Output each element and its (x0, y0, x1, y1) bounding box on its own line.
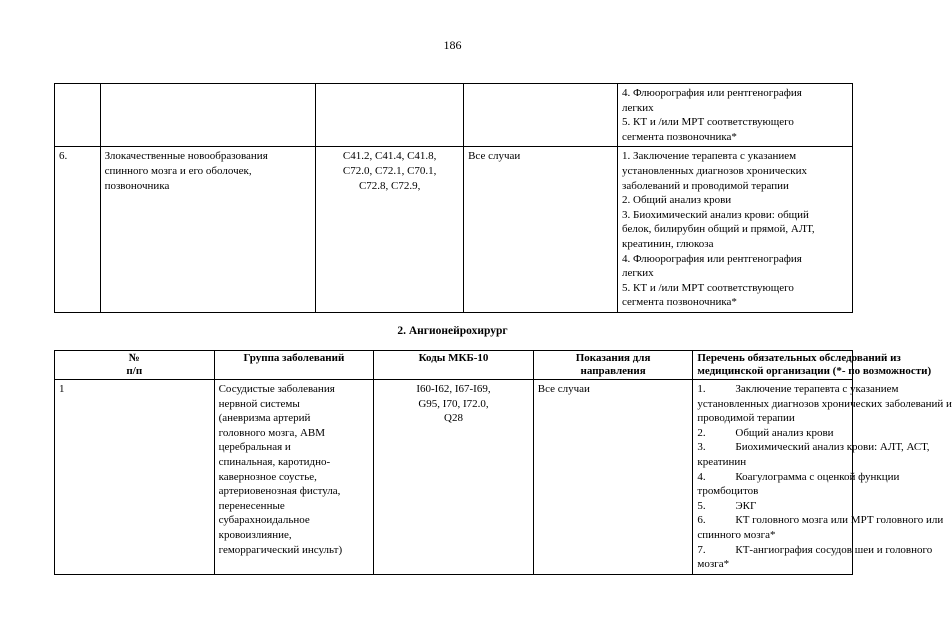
header-icd-codes: Коды МКБ-10 (374, 351, 534, 380)
referral-table-angioneurosurgeon (54, 350, 952, 575)
disease-group-line: Злокачественные новообразования (104, 150, 268, 163)
icd-code-line: G95, I70, I72.0, (418, 397, 489, 410)
exams-cell (618, 84, 853, 147)
header-line: п/п (126, 365, 143, 377)
exam-line: креатинин, глюкоза (622, 237, 714, 250)
header-line: Перечень обязательных обследований из (697, 352, 901, 364)
exam-item-number: 6. (697, 514, 706, 527)
icd-codes-cell (374, 380, 534, 575)
table-header-row (55, 351, 853, 380)
exam-item-number: 1. (697, 383, 706, 395)
exam-item-text: Коагулограмма с оценкой функции (735, 470, 900, 483)
exam-item-continuation: спинного мозга* (697, 528, 776, 541)
exam-item (697, 543, 933, 558)
disease-group-line: артериовенозная фистула, (218, 485, 341, 498)
disease-group-line: (аневризма артерий (218, 412, 311, 425)
exam-line: 2. Общий анализ крови (622, 194, 732, 207)
header-line: № (128, 352, 140, 364)
table-row (55, 84, 853, 147)
exam-item (697, 513, 944, 528)
header-line: медицинской организации (*- по возможности) (697, 365, 932, 377)
exam-item-number: 5. (697, 499, 706, 512)
referral-table-continued (54, 83, 853, 313)
header-disease-group: Группа заболеваний (214, 351, 374, 380)
page-number: 186 (443, 38, 462, 52)
exam-line: сегмента позвоночника* (622, 130, 737, 143)
exam-line: 4. Флюорография или рентгенография (622, 87, 802, 99)
exam-line: 1. Заключение терапевта с указанием (622, 150, 797, 163)
disease-group-line: Сосудистые заболевания (218, 383, 335, 395)
disease-group-cell (214, 380, 374, 575)
disease-group-line: спинальная, каротидно- (218, 455, 331, 468)
exam-item-text: КТ головного мозга или МРТ головного или (735, 514, 944, 527)
exams-cell (693, 380, 952, 575)
exam-item-continuation: мозга* (697, 558, 730, 571)
exam-line: сегмента позвоночника* (622, 296, 737, 309)
exam-item (697, 470, 900, 485)
disease-group-line: геморрагический инсульт) (218, 543, 343, 556)
disease-group-line: головного мозга, АВМ (218, 426, 326, 439)
table-row (55, 147, 853, 313)
exam-item-number: 4. (697, 470, 706, 483)
table-row (55, 380, 853, 575)
indications-cell: Все случаи (533, 380, 693, 575)
exam-item-text: Биохимический анализ крови: АЛТ, АСТ, (735, 441, 930, 454)
disease-group-line: позвоночника (104, 179, 170, 192)
disease-group-line: субарахноидальное (218, 514, 310, 527)
exam-item (697, 426, 848, 441)
exam-line: 4. Флюорография или рентгенография (622, 252, 802, 265)
disease-group-line: спинного мозга и его оболочек, (104, 164, 252, 177)
header-line: направления (580, 365, 646, 377)
number-cell: 1 (55, 380, 215, 575)
number-cell: 6. (55, 147, 101, 313)
icd-code-line: C41.2, C41.4, C41.8, (342, 150, 437, 163)
exam-item (697, 440, 930, 455)
exam-item-number: 7. (697, 543, 706, 556)
section-heading: 2. Ангионейрохирург (397, 325, 508, 337)
disease-group-line: церебральная и (218, 441, 291, 454)
exam-item-continuation: креатинин (697, 455, 747, 468)
exam-item-text: ЭКГ (735, 499, 757, 512)
indications-cell: Все случаи (464, 147, 618, 313)
number-cell (55, 84, 101, 147)
exam-line: установленных диагнозов хронических (622, 164, 808, 177)
indications-cell (464, 84, 618, 147)
disease-group-line: нервной системы (218, 397, 300, 410)
disease-group-line: кавернозное соустье, (218, 470, 317, 483)
exams-cell (618, 147, 853, 313)
exam-line: белок, билирубин общий и прямой, АЛТ, (622, 223, 815, 236)
icd-code-line: C72.0, C72.1, C70.1, (342, 164, 437, 177)
exam-item-continuation: проводимой терапии (697, 412, 795, 425)
exam-line: 3. Биохимический анализ крови: общий (622, 208, 809, 221)
icd-codes-cell (316, 147, 464, 313)
header-indications (533, 351, 693, 380)
exam-line: заболеваний и проводимой терапии (622, 179, 789, 192)
exam-line: легких (622, 101, 654, 114)
exam-item-text: КТ-ангиография сосудов шеи и головного (735, 543, 933, 556)
icd-codes-cell (316, 84, 464, 147)
exam-item (697, 499, 848, 514)
disease-group-cell (100, 84, 316, 147)
icd-code-line: C72.8, C72.9, (358, 179, 421, 192)
exam-line: легких (622, 267, 654, 280)
disease-group-cell (100, 147, 316, 313)
exam-item (697, 382, 899, 397)
exam-item-continuation: установленных диагнозов хронических заболеваний и (697, 397, 952, 410)
exam-item-text: Заключение терапевта с указанием (735, 383, 899, 395)
disease-group-line: кровоизлияние, (218, 528, 292, 541)
header-exams (693, 351, 932, 380)
header-number (55, 351, 215, 380)
exam-item-text: Общий анализ крови (735, 426, 834, 439)
header-line: Показания для (575, 352, 651, 364)
exam-item-number: 3. (697, 441, 706, 454)
exam-line: 5. КТ и /или МРТ соответствующего (622, 281, 794, 294)
icd-code-line: Q28 (444, 412, 463, 425)
disease-group-line: перенесенные (218, 499, 285, 512)
icd-code-line: I60-I62, I67-I69, (416, 383, 491, 395)
exam-item-number: 2. (697, 426, 706, 439)
exam-item-continuation: тромбоцитов (697, 485, 759, 498)
exam-line: 5. КТ и /или МРТ соответствующего (622, 116, 794, 129)
